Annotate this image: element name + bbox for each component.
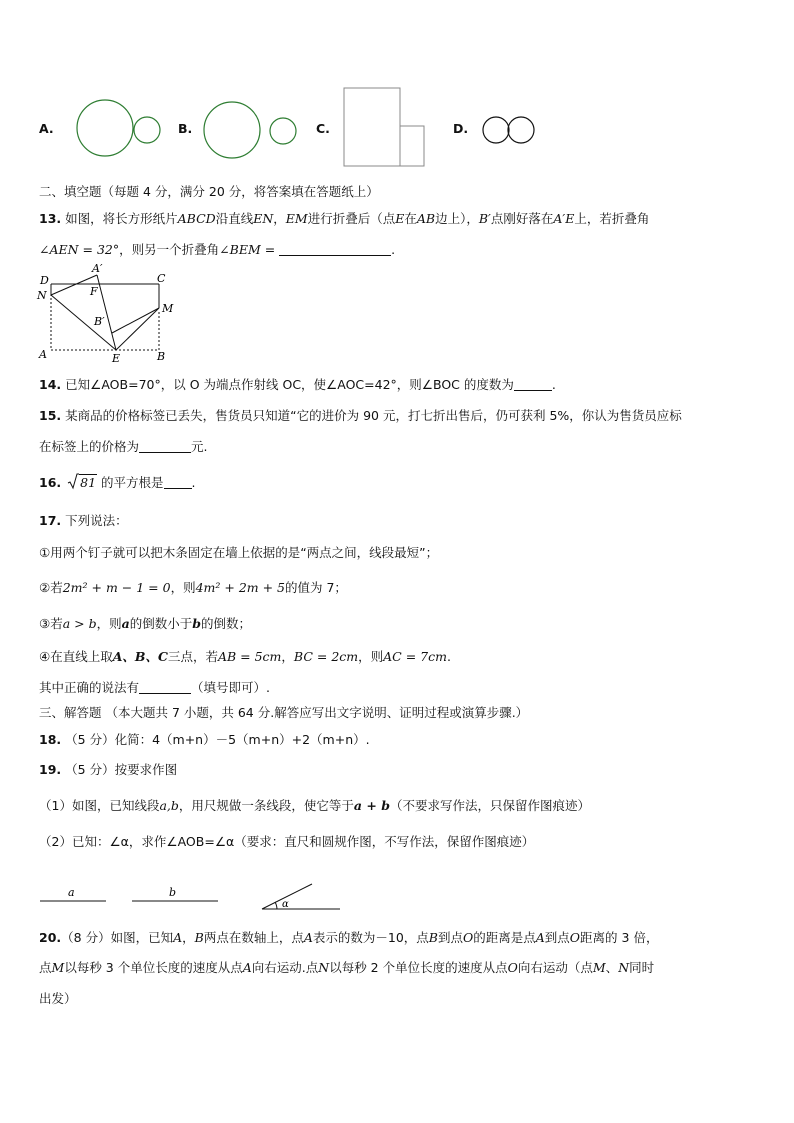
label-d: D <box>40 274 49 287</box>
label-n: N <box>37 289 47 302</box>
question-17-item-2: ②若2m² + m − 1 = 0，则4m² + 2m + 5的值为 7； <box>39 580 347 595</box>
section-3-heading: 三、解答题 （本大题共 7 小题，共 64 分.解答应写出文字说明、证明过程或演算步骤.） <box>39 705 529 720</box>
option-a-figure <box>76 97 166 161</box>
angle-arc <box>275 902 277 909</box>
question-16: 16. 81 的平方根是 . <box>39 475 196 490</box>
right-circle <box>508 117 534 143</box>
question-20-line-1: 20.（8 分）如图，已知A，B两点在数轴上，点A表示的数为－10，点B到点O的距离是点A到点O距离的 3 倍， <box>39 930 659 945</box>
label-segment-b: b <box>169 886 177 899</box>
option-a-label: A. <box>39 121 54 136</box>
question-15-line-2: 在标签上的价格为 元. <box>39 439 208 454</box>
label-b-prime: B′ <box>94 315 105 328</box>
section-2-heading: 二、填空题（每题 4 分，满分 20 分，将答案填在答题纸上） <box>39 184 379 199</box>
question-20-line-2: 点M以每秒 3 个单位长度的速度从点A向右运动.点N以每秒 2 个单位长度的速度从点O向右运动（点M、N同时 <box>39 960 655 975</box>
square-root: 81 <box>67 475 97 490</box>
question-19-part-1: （1）如图，已知线段a,b，用尺规做一条线段，使它等于a + b（不要求写作法，只保留作图痕迹） <box>39 798 590 813</box>
label-e: E <box>112 352 121 365</box>
question-13-line-1: 13. 如图，将长方形纸片ABCD沿直线EN，EM进行折叠后（点E在AB边上），B′点刚好落在A′E上，若折叠角 <box>39 211 650 226</box>
option-b-figure <box>202 97 302 161</box>
label-f: F <box>90 285 98 298</box>
question-17-item-1: ①用两个钉子就可以把木条固定在墙上依据的是“两点之间，线段最短”； <box>39 545 439 560</box>
radical-sign-icon <box>67 473 79 490</box>
question-14: 14. 已知∠AOB=70°，以 O 为端点作射线 OC，使∠AOC=42°，则∠BOC 的度数为 . <box>39 377 556 392</box>
option-c-label: C. <box>316 121 330 136</box>
question-19-header: 19. （5 分）按要求作图 <box>39 762 178 777</box>
answer-blank <box>139 681 191 694</box>
small-circle <box>270 118 296 144</box>
question-18: 18. （5 分）化简：4（m+n）－5（m+n）+2（m+n）. <box>39 732 370 747</box>
question-15-line-1: 15. 某商品的价格标签已丢失，售货员只知道“它的进价为 90 元，打七折出售后，仍可获利 5%，你认为售货员应标 <box>39 408 682 423</box>
label-a-prime: A′ <box>92 262 103 275</box>
label-alpha: α <box>282 899 289 910</box>
large-circle <box>77 100 133 156</box>
label-m: M <box>162 302 174 315</box>
question-13-line-2: ∠AEN = 32°，则另一个折叠角∠BEM = . <box>39 242 396 257</box>
question-17-conclusion: 其中正确的说法有 （填号即可）. <box>39 680 270 695</box>
option-c-figure <box>340 86 430 168</box>
question-19-figures <box>40 882 350 914</box>
small-circle <box>134 117 160 143</box>
option-b-label: B. <box>178 121 193 136</box>
small-rectangle <box>400 126 424 166</box>
question-20-line-3: 出发） <box>39 991 77 1006</box>
left-circle <box>483 117 509 143</box>
question-17-intro: 17. 下列说法： <box>39 513 128 528</box>
answer-blank <box>514 378 552 391</box>
question-number: 13. <box>39 211 62 226</box>
large-circle <box>204 102 260 158</box>
answer-blank <box>139 440 191 453</box>
label-c: C <box>157 272 166 285</box>
label-a: A <box>39 348 47 361</box>
label-b: B <box>157 350 166 363</box>
option-d-figure <box>480 114 540 146</box>
answer-blank <box>279 243 391 256</box>
question-17-item-3: ③若a > b，则a的倒数小于b的倒数； <box>39 616 251 631</box>
question-19-part-2: （2）已知：∠α，求作∠AOB=∠α（要求：直尺和圆规作图，不写作法，保留作图痕迹） <box>39 834 535 849</box>
question-13-figure <box>34 262 184 366</box>
question-17-item-4: ④在直线上取A、B、C三点，若AB = 5cm，BC = 2cm，则AC = 7cm. <box>39 649 451 664</box>
answer-blank <box>164 476 192 489</box>
label-segment-a: a <box>68 886 75 899</box>
large-rectangle <box>344 88 400 166</box>
option-d-label: D. <box>453 121 469 136</box>
